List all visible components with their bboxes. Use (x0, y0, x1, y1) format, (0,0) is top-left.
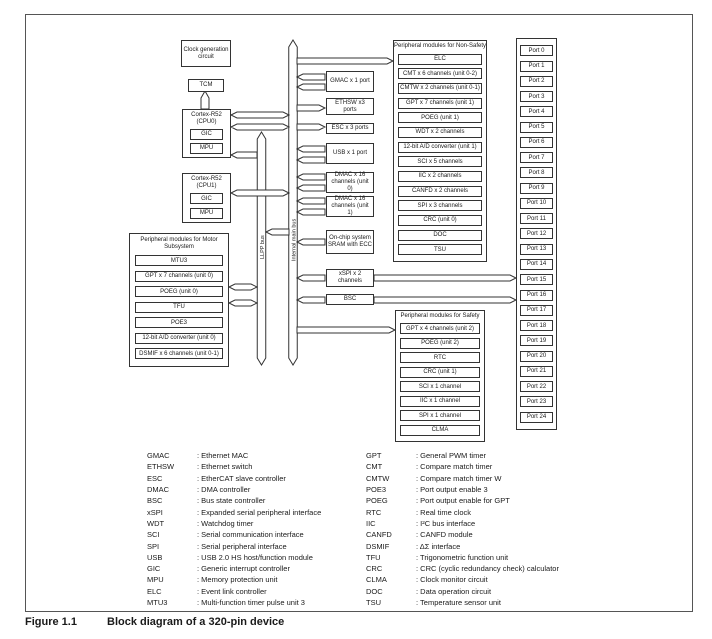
figure-caption (25, 616, 284, 628)
legend-abbr: BSC (147, 496, 163, 506)
legend-abbr: MPU (147, 575, 164, 585)
non-safety-module-item: WDT x 2 channels (398, 127, 482, 138)
port-item: Port 20 (520, 351, 553, 362)
legend-desc: : Serial peripheral interface (197, 541, 287, 552)
legend-abbr: USB (147, 552, 163, 562)
port-item: Port 2 (520, 76, 553, 87)
legend-desc: : USB 2.0 HS host/function module (197, 552, 313, 563)
legend-abbr: GPT (366, 451, 382, 460)
figure-title: Block diagram of a 320-pin device (107, 616, 285, 628)
safety-module-item: IIC x 1 channel (400, 396, 480, 407)
cpu0-main-bus-link (231, 124, 289, 130)
legend-abbr: WDT (147, 518, 165, 528)
xspi-box: xSPI x 2 channels (326, 269, 374, 287)
legend-row (147, 473, 362, 484)
motor-module-item: GPT x 7 channels (unit 0) (135, 271, 223, 282)
legend-desc: : Port output enable 3 (416, 484, 488, 495)
non-safety-module-item: ELC (398, 54, 482, 65)
legend-desc: : EtherCAT slave controller (197, 473, 286, 484)
legend-row (147, 552, 362, 563)
sram-box: On-chip system SRAM with ECC (326, 230, 374, 254)
port-item: Port 18 (520, 320, 553, 331)
legend-row (366, 563, 666, 574)
legend-abbr: SPI (147, 541, 160, 551)
legend-abbr: ELC (147, 586, 162, 596)
legend-desc: : I²C bus interface (416, 518, 475, 529)
gmac-stub (297, 74, 325, 80)
legend-row (366, 518, 666, 529)
llpp-bus-label: LLPP bus (260, 235, 266, 259)
cpu1-main-bus-link (231, 190, 289, 196)
legend-desc: : DMA controller (197, 484, 250, 495)
motor-module-item: TFU (135, 302, 223, 313)
legend-desc: : Ethernet MAC (197, 450, 248, 461)
non-safety-module-item: CANFD x 2 channels (398, 186, 482, 197)
xspi-stub (297, 275, 325, 281)
legend-row (366, 541, 666, 552)
legend-abbr: GMAC (147, 451, 170, 460)
gmac-box: GMAC x 1 port (326, 71, 374, 92)
non-safety-box (393, 40, 487, 262)
legend-abbr: MTU3 (147, 598, 168, 608)
legend-row (366, 529, 666, 540)
legend-desc: : Port output enable for GPT (416, 495, 510, 506)
port-item: Port 16 (520, 290, 553, 301)
port-item: Port 5 (520, 122, 553, 133)
legend-abbr: DOC (366, 586, 383, 596)
legend-row (366, 597, 666, 608)
motor-subsystem-items (130, 251, 228, 366)
port-item: Port 7 (520, 152, 553, 163)
legend-desc: : Compare match timer (416, 461, 492, 472)
legend-row (366, 507, 666, 518)
legend-desc: : ΔΣ interface (416, 541, 460, 552)
legend-desc: : Temperature sensor unit (416, 597, 501, 608)
port-item: Port 12 (520, 228, 553, 239)
port-item: Port 24 (520, 412, 553, 423)
cpu-sub-block: MPU (190, 143, 223, 154)
cpu1-title: Cortex-R52 (CPU1) (191, 176, 222, 189)
dmac1-stub (297, 198, 325, 204)
legend-desc: : Watchdog timer (197, 518, 253, 529)
legend-row (147, 529, 362, 540)
legend-row (147, 518, 362, 529)
port-item: Port 22 (520, 381, 553, 392)
legend-abbr: POE3 (366, 484, 387, 494)
legend-row (366, 461, 666, 472)
legend-row (147, 586, 362, 597)
non-safety-module-item: CRC (unit 0) (398, 215, 482, 226)
port-item: Port 19 (520, 335, 553, 346)
cpu-sub-block: MPU (190, 208, 223, 219)
non-safety-module-item: SCI x 5 channels (398, 156, 482, 167)
dmac0-stub (297, 185, 325, 191)
cpu0-llpp-bus-link (231, 152, 257, 158)
esc-box: ESC x 3 ports (326, 123, 374, 134)
legend-abbr: SCI (147, 530, 160, 540)
ports-box (516, 38, 557, 430)
legend-abbr: CLMA (366, 575, 387, 585)
esc-stub (297, 124, 325, 130)
usb-stub (297, 157, 325, 163)
legend-row (147, 484, 362, 495)
legend-abbr: POEG (366, 496, 388, 506)
clock-generation-box: Clock generation circuit (181, 40, 231, 67)
motor-module-item: 12-bit A/D converter (unit 0) (135, 333, 223, 344)
dmac1-stub (297, 209, 325, 215)
internal-main-bus (289, 40, 298, 365)
legend-abbr: xSPI (147, 507, 163, 517)
legend-row (147, 495, 362, 506)
ports-items (517, 39, 556, 429)
legend-row (366, 586, 666, 597)
sram-stub (297, 239, 325, 245)
port-item: Port 4 (520, 106, 553, 117)
safety-module-item: POEG (unit 2) (400, 338, 480, 349)
legend-desc: : Memory protection unit (197, 574, 277, 585)
safety-module-item: RTC (400, 352, 480, 363)
motor-module-item: MTU3 (135, 255, 223, 266)
legend-desc: : CRC (cyclic redundancy check) calculator (416, 563, 559, 574)
non-safety-module-item: POEG (unit 1) (398, 112, 482, 123)
motor-llpp-link (229, 284, 257, 290)
port-item: Port 14 (520, 259, 553, 270)
non-safety-items (394, 50, 486, 261)
motor-llpp-link (229, 300, 257, 306)
port-item: Port 11 (520, 213, 553, 224)
legend-desc: : Serial communication interface (197, 529, 304, 540)
tcm-cpu0-link (201, 91, 209, 109)
bus-to-non-safety-link (297, 58, 393, 64)
gmac-stub (297, 84, 325, 90)
bsc-box: BSC (326, 294, 374, 305)
legend-abbr: DSMIF (366, 541, 390, 551)
legend-row (147, 507, 362, 518)
dmac0-stub (297, 174, 325, 180)
legend-row (366, 495, 666, 506)
non-safety-module-item: CMT x 6 channels (unit 0-2) (398, 68, 482, 79)
non-safety-title: Peripheral modules for Non-Safety (393, 43, 487, 49)
non-safety-module-item: CMTW x 2 channels (unit 0-1) (398, 83, 482, 94)
safety-box (395, 310, 485, 442)
xspi-to-ports-link (374, 275, 516, 281)
legend-desc: : Ethernet switch (197, 461, 252, 472)
legend-left-column (147, 450, 362, 608)
legend-abbr: ESC (147, 473, 163, 483)
cpu1-items (183, 190, 230, 222)
legend-desc: : Multi-function timer pulse unit 3 (197, 597, 305, 608)
motor-subsystem-box (129, 233, 229, 367)
legend-abbr: TFU (366, 552, 381, 562)
legend-desc: : General PWM timer (416, 450, 486, 461)
figure-label: Figure 1.1 (25, 616, 77, 628)
legend-abbr: IIC (366, 518, 376, 528)
port-item: Port 0 (520, 45, 553, 56)
non-safety-module-item: GPT x 7 channels (unit 1) (398, 98, 482, 109)
tcm-box: TCM (188, 79, 224, 92)
non-safety-module-item: 12-bit A/D converter (unit 1) (398, 142, 482, 153)
cpu0-main-bus-link (231, 112, 289, 118)
port-item: Port 8 (520, 167, 553, 178)
usb-stub (297, 146, 325, 152)
legend-desc: : Real time clock (416, 507, 471, 518)
cpu0-box (182, 109, 231, 158)
legend-row (147, 541, 362, 552)
legend-desc: : Generic interrupt controller (197, 563, 290, 574)
port-item: Port 23 (520, 396, 553, 407)
port-item: Port 6 (520, 137, 553, 148)
safety-title: Peripheral modules for Safety (400, 313, 480, 319)
port-item: Port 15 (520, 274, 553, 285)
non-safety-module-item: TSU (398, 244, 482, 255)
legend-row (147, 563, 362, 574)
cpu-sub-block: GIC (190, 193, 223, 204)
legend-abbr: CMT (366, 462, 383, 472)
port-item: Port 3 (520, 91, 553, 102)
legend-row (366, 552, 666, 563)
bsc-to-ports-link (374, 297, 516, 303)
legend-desc: : Event link controller (197, 586, 267, 597)
cpu0-items (183, 126, 230, 157)
llpp-main-bridge (266, 229, 289, 235)
legend-desc: : Compare match timer W (416, 473, 501, 484)
legend-abbr: RTC (366, 507, 382, 517)
legend-desc: : CANFD module (416, 529, 473, 540)
legend-abbr: CRC (366, 564, 383, 574)
cpu-sub-block: GIC (190, 129, 223, 140)
legend-abbr: DMAC (147, 484, 170, 494)
legend-desc: : Data operation circuit (416, 586, 491, 597)
legend-abbr: CANFD (366, 530, 392, 540)
non-safety-module-item: DOC (398, 230, 482, 241)
port-item: Port 9 (520, 183, 553, 194)
port-item: Port 17 (520, 305, 553, 316)
legend-desc: : Expanded serial peripheral interface (197, 507, 321, 518)
safety-module-item: SPI x 1 channel (400, 410, 480, 421)
legend-abbr: TSU (366, 598, 381, 608)
motor-module-item: DSMIF x 6 channels (unit 0-1) (135, 348, 223, 359)
motor-module-item: POE3 (135, 317, 223, 328)
legend-row (147, 574, 362, 585)
port-item: Port 1 (520, 61, 553, 72)
legend-abbr: GIC (147, 564, 161, 574)
ethsw-stub (297, 105, 325, 111)
legend-row (147, 597, 362, 608)
legend-row (147, 450, 362, 461)
legend-row (366, 473, 666, 484)
motor-subsystem-title: Peripheral modules for Motor Subsystem (140, 237, 218, 250)
legend-abbr: CMTW (366, 473, 390, 483)
port-item: Port 10 (520, 198, 553, 209)
safety-module-item: CRC (unit 1) (400, 367, 480, 378)
safety-module-item: GPT x 4 channels (unit 2) (400, 323, 480, 334)
safety-module-item: CLMA (400, 425, 480, 436)
dmac1-box: DMAC x 16 channels (unit 1) (326, 196, 374, 217)
motor-module-item: POEG (unit 0) (135, 286, 223, 297)
usb-box: USB x 1 port (326, 143, 374, 164)
legend-right-column (366, 450, 666, 608)
cpu0-title: Cortex-R52 (CPU0) (191, 112, 222, 125)
safety-module-item: SCI x 1 channel (400, 381, 480, 392)
legend-desc: : Trigonometric function unit (416, 552, 508, 563)
legend-row (366, 450, 666, 461)
port-item: Port 13 (520, 244, 553, 255)
port-item: Port 21 (520, 366, 553, 377)
legend-desc: : Clock monitor circuit (416, 574, 488, 585)
dmac0-box: DMAC x 16 channels (unit 0) (326, 172, 374, 193)
non-safety-module-item: IIC x 2 channels (398, 171, 482, 182)
legend-row (366, 574, 666, 585)
legend-row (147, 461, 362, 472)
bsc-stub (297, 297, 325, 303)
internal-main-bus-label: Internal main bus (291, 218, 298, 261)
cpu1-box (182, 173, 231, 223)
legend-abbr: ETHSW (147, 462, 175, 472)
legend-desc: : Bus state controller (197, 495, 265, 506)
bus-to-safety-link (297, 327, 395, 333)
ethsw-box: ETHSW x3 ports (326, 98, 374, 115)
legend-row (366, 484, 666, 495)
safety-items (396, 320, 484, 441)
non-safety-module-item: SPI x 3 channels (398, 200, 482, 211)
